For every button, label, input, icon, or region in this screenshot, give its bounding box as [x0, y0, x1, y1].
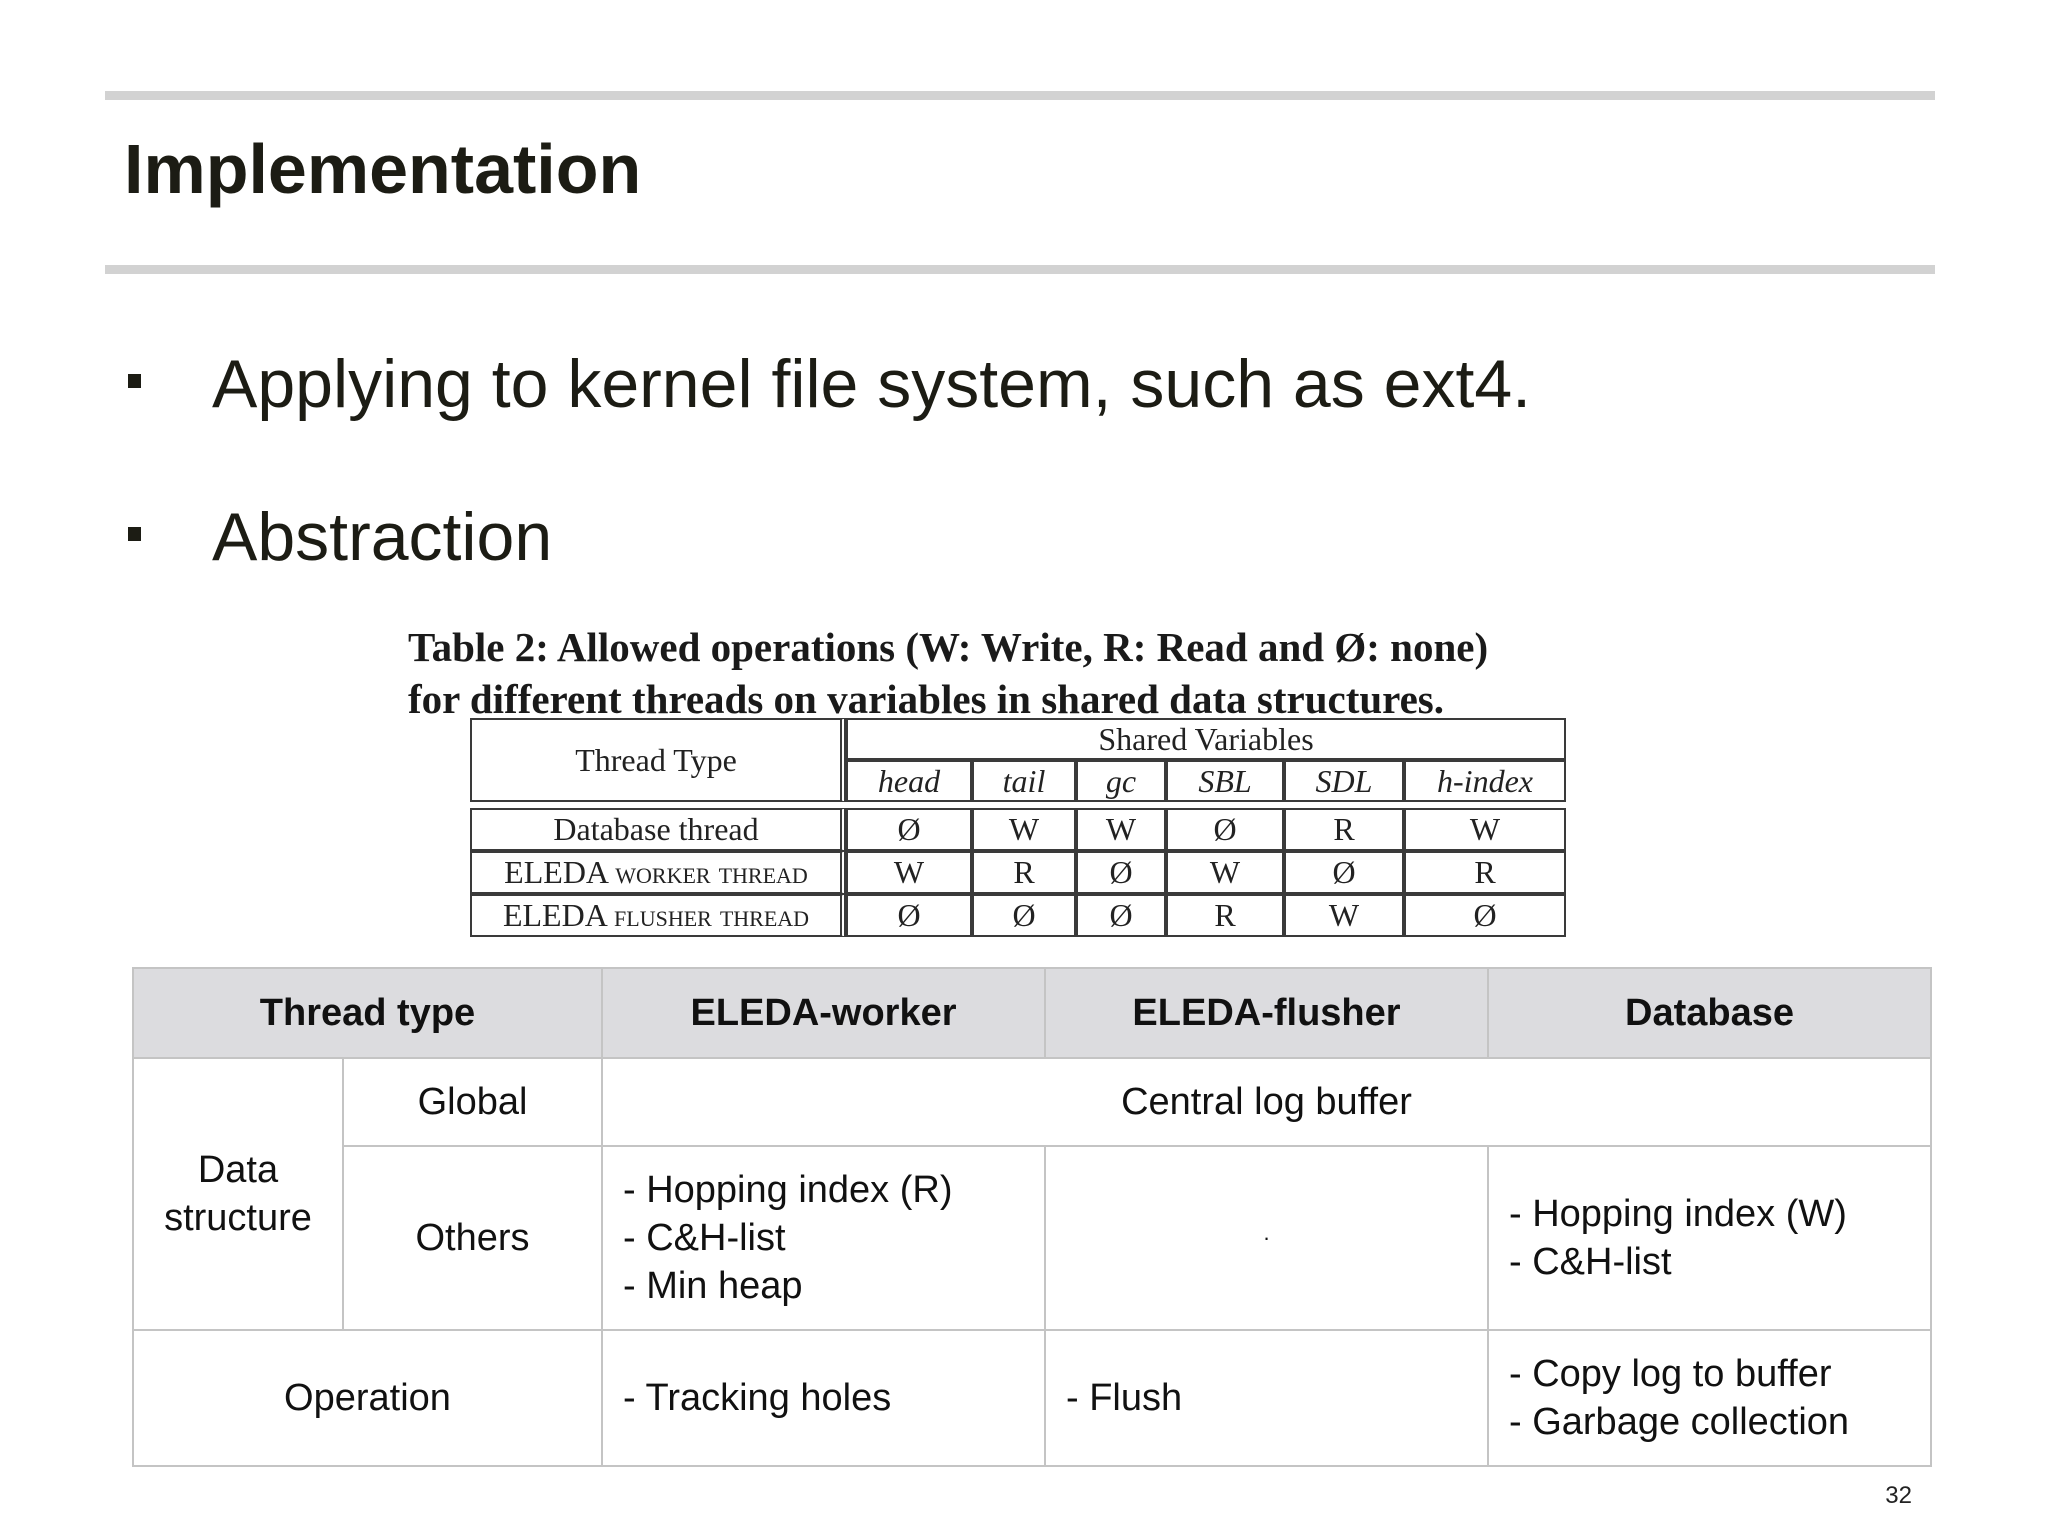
global-value: Central log buffer	[602, 1058, 1931, 1146]
global-label: Global	[343, 1058, 602, 1146]
label-line: Data	[197, 1149, 279, 1191]
variable-header: h-index	[1404, 760, 1566, 802]
table-header-row	[133, 968, 1931, 1058]
table-row	[133, 1146, 1931, 1330]
database-operation-cell	[1488, 1330, 1931, 1466]
op-cell: R	[1166, 894, 1284, 937]
thread-name: ELEDA flusher thread	[470, 894, 846, 937]
op-cell: Ø	[1076, 894, 1166, 937]
operation-label: Operation	[133, 1330, 602, 1466]
shared-variables-header: Shared Variables	[846, 718, 1566, 760]
table-row	[133, 1058, 1931, 1146]
title-bottom-rule	[105, 265, 1935, 274]
column-header: Thread type	[133, 968, 602, 1058]
op-cell: Ø	[846, 894, 972, 937]
flusher-operation-cell: - Flush	[1045, 1330, 1488, 1466]
allowed-operations-table	[470, 718, 1566, 937]
list-item: - Hopping index (R)	[623, 1169, 953, 1211]
column-header: ELEDA-flusher	[1045, 968, 1488, 1058]
title-top-rule	[105, 91, 1935, 100]
op-cell: R	[1284, 808, 1404, 851]
page-number: 32	[1885, 1482, 1912, 1509]
op-cell: W	[1076, 808, 1166, 851]
variable-header: tail	[972, 760, 1076, 802]
variable-header: SBL	[1166, 760, 1284, 802]
square-bullet-icon	[128, 527, 141, 541]
thread-name: Database thread	[470, 808, 846, 851]
op-cell: W	[846, 851, 972, 894]
op-cell: Ø	[972, 894, 1076, 937]
others-label: Others	[343, 1146, 602, 1330]
list-item: - Min heap	[623, 1265, 803, 1307]
table-row	[470, 851, 1566, 894]
thread-structure-table	[132, 967, 1932, 1467]
column-header: ELEDA-worker	[602, 968, 1045, 1058]
op-cell: Ø	[1076, 851, 1166, 894]
op-cell: Ø	[1284, 851, 1404, 894]
list-item: - Hopping index (W)	[1509, 1193, 1847, 1235]
op-cell: W	[972, 808, 1076, 851]
op-cell: Ø	[846, 808, 972, 851]
column-header: Database	[1488, 968, 1931, 1058]
caption-line: for different threads on variables in shared data structures.	[408, 676, 1445, 722]
table-caption	[408, 621, 1488, 725]
op-cell: W	[1166, 851, 1284, 894]
slide-title: Implementation	[124, 130, 642, 208]
list-item: - C&H-list	[1509, 1241, 1672, 1283]
square-bullet-icon	[128, 374, 141, 388]
variable-header: SDL	[1284, 760, 1404, 802]
variable-header: gc	[1076, 760, 1166, 802]
table-row	[470, 808, 1566, 851]
op-cell: W	[1404, 808, 1566, 851]
flusher-others-cell: ·	[1045, 1146, 1488, 1330]
op-cell: R	[972, 851, 1076, 894]
caption-line: Table 2: Allowed operations (W: Write, R: Read and Ø: none)	[408, 624, 1489, 670]
label-line: structure	[164, 1197, 312, 1239]
worker-operation-cell: - Tracking holes	[602, 1330, 1045, 1466]
table-row	[470, 894, 1566, 937]
op-cell: Ø	[1166, 808, 1284, 851]
variable-header: head	[846, 760, 972, 802]
op-cell: Ø	[1404, 894, 1566, 937]
table-row	[133, 1330, 1931, 1466]
bullet-text: Applying to kernel file system, such as ext4.	[212, 346, 1532, 422]
op-cell: R	[1404, 851, 1566, 894]
list-item: - Garbage collection	[1509, 1401, 1850, 1443]
bullet-text: Abstraction	[212, 499, 553, 575]
op-cell: W	[1284, 894, 1404, 937]
list-item: - C&H-list	[623, 1217, 786, 1259]
thread-name: ELEDA worker thread	[470, 851, 846, 894]
thread-type-header: Thread Type	[470, 718, 846, 802]
list-item: - Copy log to buffer	[1509, 1353, 1832, 1395]
data-structure-label	[133, 1058, 343, 1330]
worker-others-cell	[602, 1146, 1045, 1330]
database-others-cell	[1488, 1146, 1931, 1330]
